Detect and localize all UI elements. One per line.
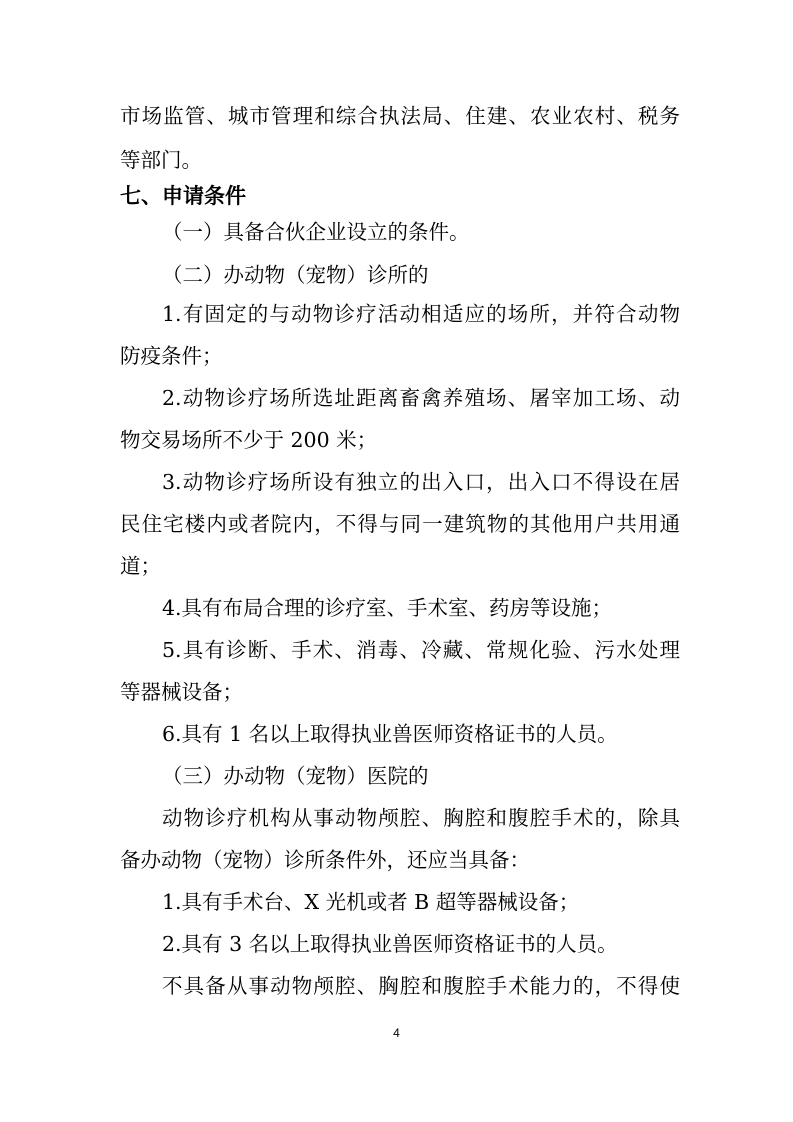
body-line: 等器械设备； — [120, 680, 243, 704]
body-line: （二）办动物（宠物）诊所的 — [162, 263, 429, 287]
body-line: 不具备从事动物颅腔、胸腔和腹腔手术能力的，不得使 — [162, 974, 680, 998]
body-line: 4.具有布局合理的诊疗室、手术室、药房等设施； — [162, 596, 613, 620]
body-line: 2.具有 3 名以上取得执业兽医师资格证书的人员。 — [162, 932, 618, 956]
body-line: 等部门。 — [120, 148, 202, 172]
body-line: （三）办动物（宠物）医院的 — [162, 764, 429, 788]
page-number: 4 — [393, 1026, 400, 1040]
body-line: 道； — [120, 554, 161, 578]
body-line: 2.动物诊疗场所选址距离畜禽养殖场、屠宰加工场、动 — [162, 386, 680, 410]
body-line: 动物诊疗机构从事动物颅腔、胸腔和腹腔手术的，除具 — [162, 806, 680, 830]
body-line: 5.具有诊断、手术、消毒、冷藏、常规化验、污水处理 — [162, 638, 680, 662]
body-line: 市场监管、城市管理和综合执法局、住建、农业农村、税务 — [120, 104, 680, 128]
body-line: 防疫条件； — [120, 344, 223, 368]
body-line: 6.具有 1 名以上取得执业兽医师资格证书的人员。 — [162, 722, 618, 746]
body-line: 备办动物（宠物）诊所条件外，还应当具备： — [120, 848, 530, 872]
body-line: 物交易场所不少于 200 米； — [120, 428, 378, 452]
body-line: 1.有固定的与动物诊疗活动相适应的场所，并符合动物 — [162, 302, 680, 326]
section-heading: 七、申请条件 — [120, 184, 246, 208]
body-line: 1.具有手术台、X 光机或者 B 超等器械设备； — [162, 890, 580, 914]
body-line: （一）具备合伙企业设立的条件。 — [162, 220, 470, 244]
body-line: 3.动物诊疗场所设有独立的出入口，出入口不得设在居 — [162, 470, 680, 494]
body-line: 民住宅楼内或者院内，不得与同一建筑物的其他用户共用通 — [120, 512, 680, 536]
